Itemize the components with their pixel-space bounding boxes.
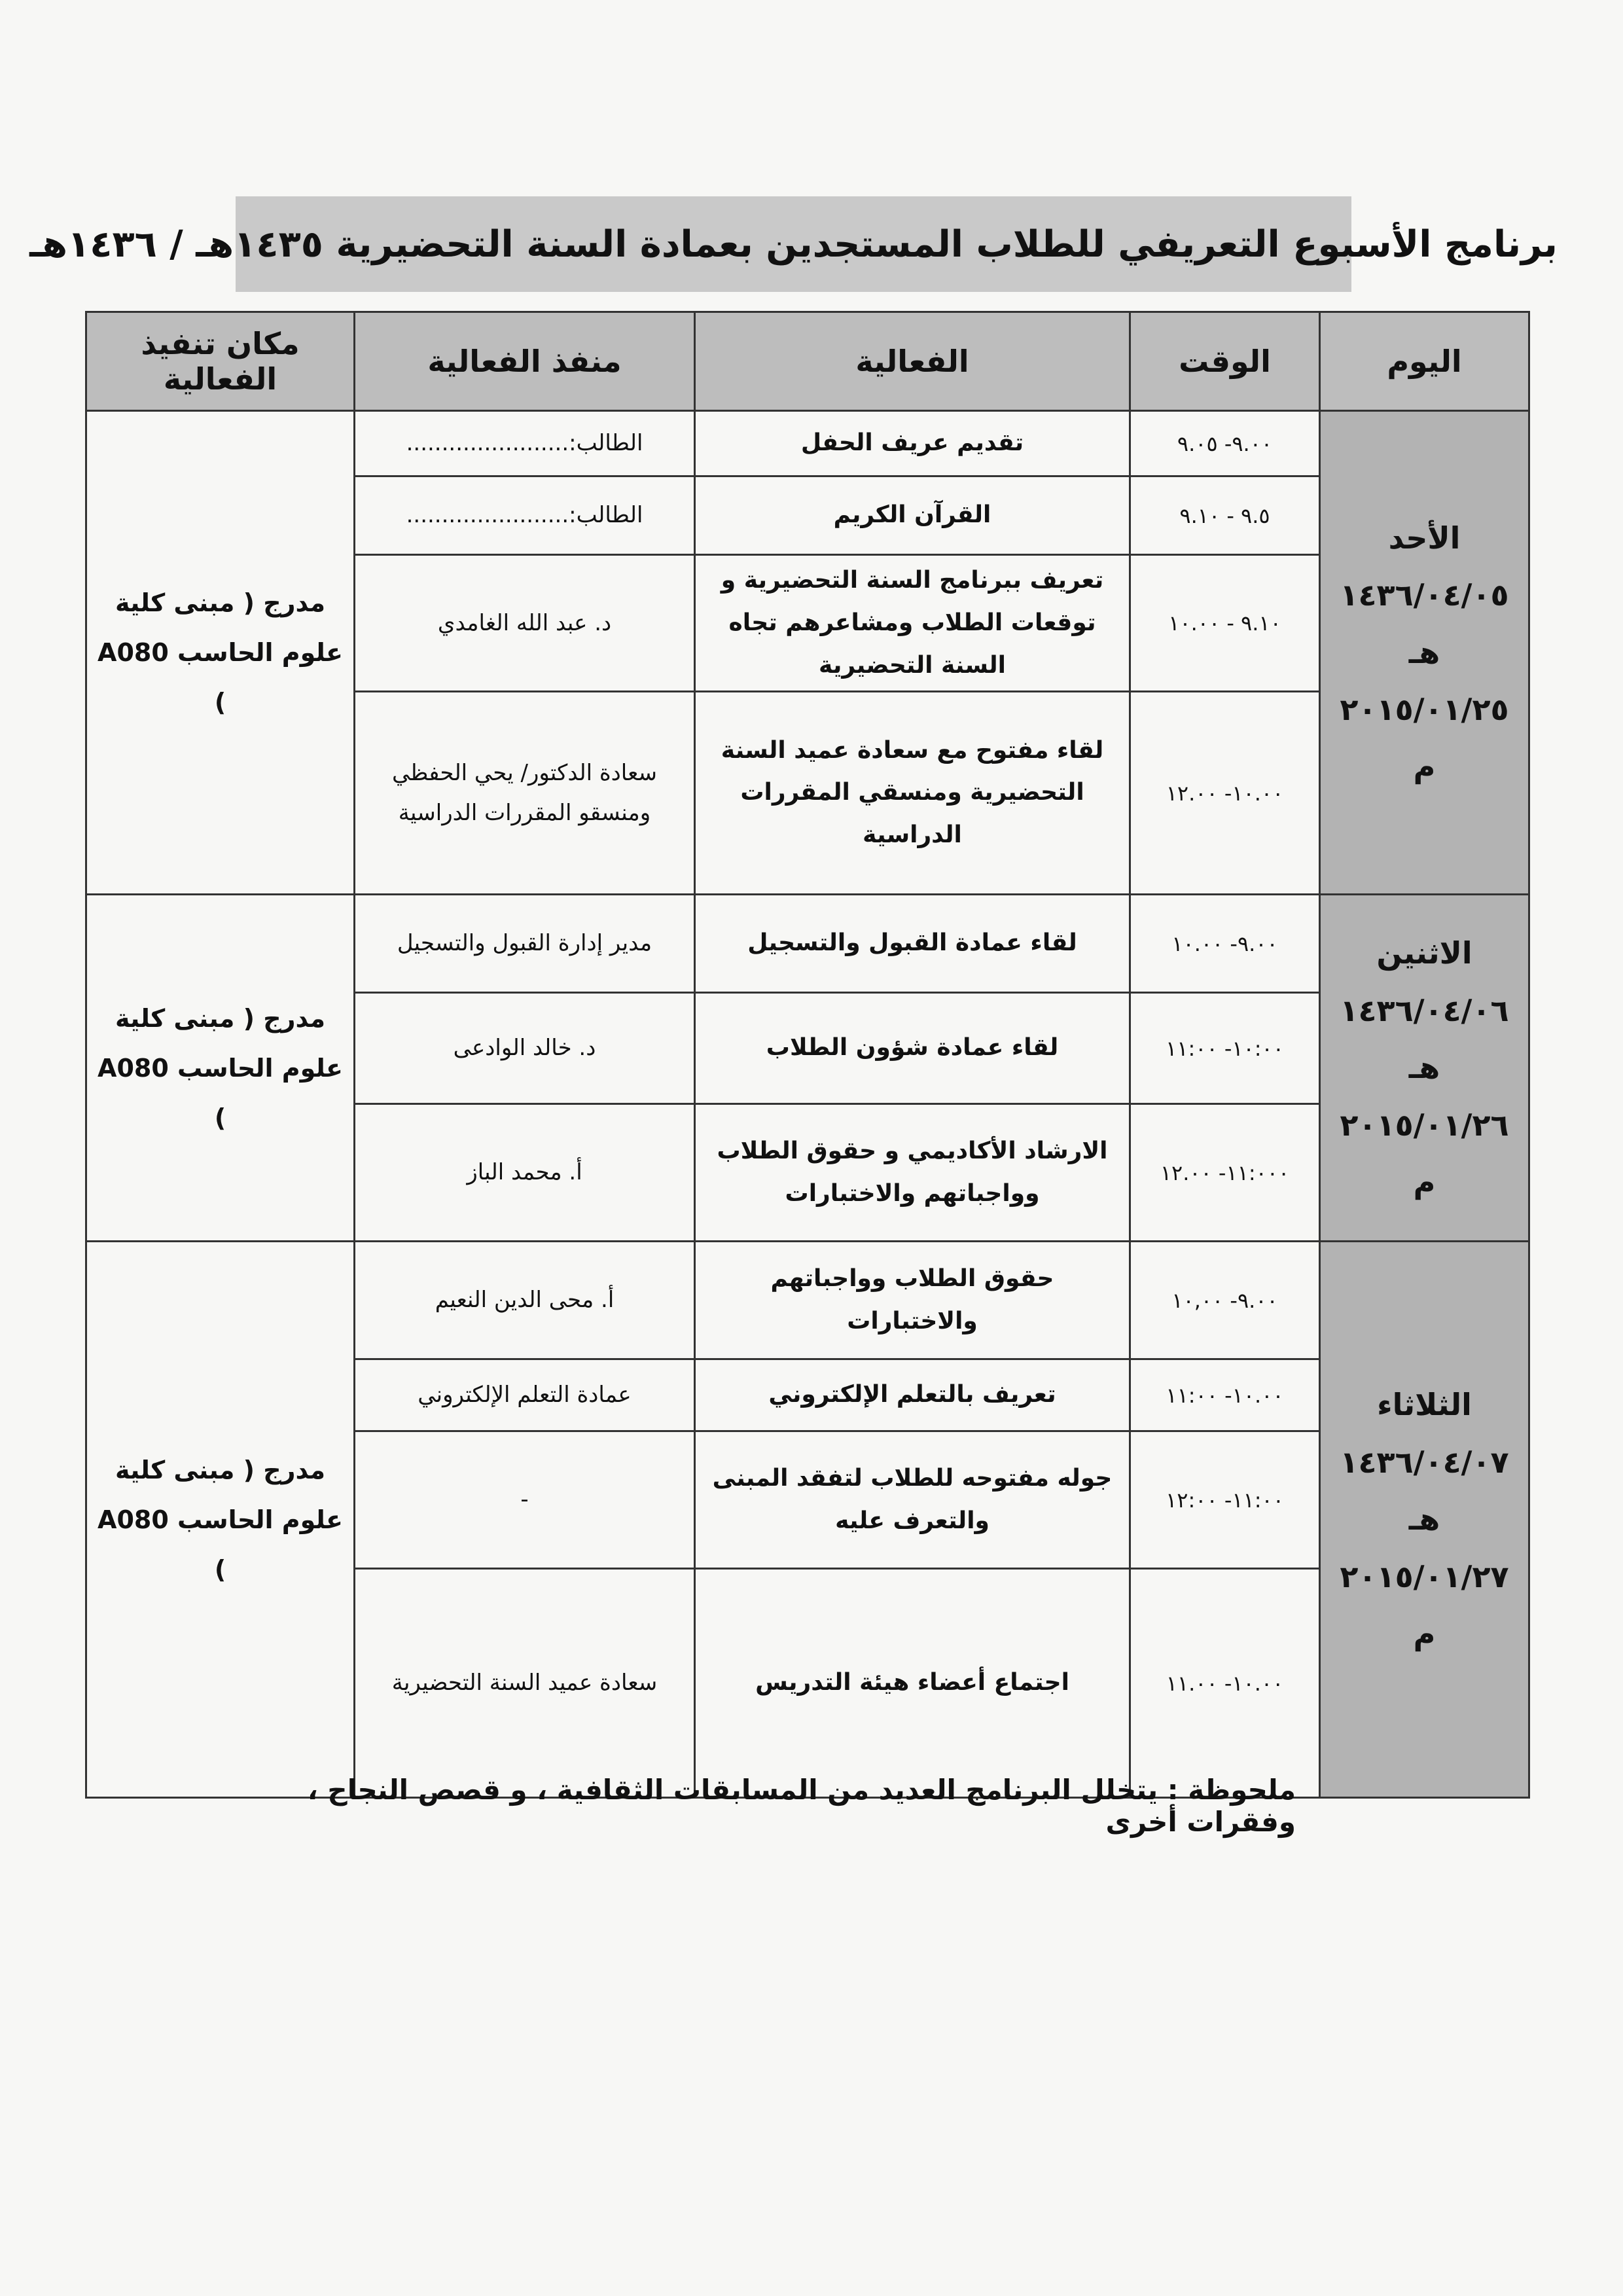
time-cell: ١٠:٠٠- ١١:٠٠ xyxy=(1130,993,1320,1104)
time-cell: ١٠.٠٠- ١١.٠٠ xyxy=(1130,1569,1320,1798)
day-name: الاثنين xyxy=(1376,935,1472,971)
table-row xyxy=(86,1242,1529,1359)
activity-cell: اجتماع أعضاء هيئة التدريس xyxy=(695,1569,1130,1798)
organizer-cell: الطالب:....................... xyxy=(355,411,695,476)
organizer-cell: أ. محمد الباز xyxy=(355,1104,695,1242)
time-cell: ٩.٠٠- ١٠.٠٠ xyxy=(1130,895,1320,993)
table-row xyxy=(86,895,1529,993)
time-cell: ٩.٠٠- ١٠,٠٠ xyxy=(1130,1242,1320,1359)
activity-cell: تقديم عريف الحفل xyxy=(695,411,1130,476)
day-name: الثلاثاء xyxy=(1377,1387,1472,1423)
day-hijri-date: ١٤٣٦/٠٤/٠٥ هـ xyxy=(1340,577,1509,670)
schedule-table xyxy=(85,311,1530,1799)
time-cell: ١١:٠٠٠- ١٢.٠٠ xyxy=(1130,1104,1320,1242)
organizer-cell: الطالب:....................... xyxy=(355,476,695,555)
time-cell: ١٠.٠٠- ١٢.٠٠ xyxy=(1130,692,1320,895)
header-activity: الفعالية xyxy=(695,312,1130,411)
header-organizer: منفذ الفعالية xyxy=(355,312,695,411)
day-gregorian-date: ٢٠١٥/٠١/٢٧ م xyxy=(1340,1558,1509,1651)
time-cell: ٩.٥ - ٩.١٠ xyxy=(1130,476,1320,555)
header-day: اليوم xyxy=(1320,312,1529,411)
time-cell: ٩.١٠ - ١٠.٠٠ xyxy=(1130,555,1320,692)
day-hijri-date: ١٤٣٦/٠٤/٠٦ هـ xyxy=(1340,992,1509,1086)
day-cell-sunday xyxy=(1320,411,1529,895)
day-gregorian-date: ٢٠١٥/٠١/٢٦ م xyxy=(1340,1107,1509,1200)
table-row xyxy=(86,411,1529,476)
organizer-cell: سعادة عميد السنة التحضيرية xyxy=(355,1569,695,1798)
day-name: الأحد xyxy=(1388,520,1461,556)
footnote: ملحوظة : يتخلل البرنامج العديد من المسابقات الثقافية ، و قصص النجاح ، وفقرات أخرى xyxy=(307,1774,1296,1838)
activity-cell: لقاء عمادة القبول والتسجيل xyxy=(695,895,1130,993)
organizer-cell: - xyxy=(355,1431,695,1569)
activity-cell: جوله مفتوحه للطلاب لتفقد المبنى والتعرف عليه xyxy=(695,1431,1130,1569)
organizer-cell: عمادة التعلم الإلكتروني xyxy=(355,1359,695,1431)
header-time: الوقت xyxy=(1130,312,1320,411)
activity-cell: الارشاد الأكاديمي و حقوق الطلاب وواجباتهم والاختبارات xyxy=(695,1104,1130,1242)
venue-cell: مدرج ( مبنى كلية علوم الحاسب A080 ) xyxy=(86,411,355,895)
venue-cell: مدرج ( مبنى كلية علوم الحاسب A080 ) xyxy=(86,1242,355,1798)
activity-cell: حقوق الطلاب وواجباتهم والاختبارات xyxy=(695,1242,1130,1359)
organizer-cell: مدير إدارة القبول والتسجيل xyxy=(355,895,695,993)
time-cell: ٩.٠٠- ٩.٠٥ xyxy=(1130,411,1320,476)
time-cell: ١١:٠٠- ١٢:٠٠ xyxy=(1130,1431,1320,1569)
organizer-cell: سعادة الدكتور/ يحي الحفظي ومنسقو المقررات الدراسية xyxy=(355,692,695,895)
time-cell: ١٠.٠٠- ١١:٠٠ xyxy=(1130,1359,1320,1431)
activity-cell: تعريف بالتعلم الإلكتروني xyxy=(695,1359,1130,1431)
venue-cell: مدرج ( مبنى كلية علوم الحاسب A080 ) xyxy=(86,895,355,1242)
organizer-cell: د. خالد الوادعى xyxy=(355,993,695,1104)
activity-cell: لقاء عمادة شؤون الطلاب xyxy=(695,993,1130,1104)
page-title: برنامج الأسبوع التعريفي للطلاب المستجدين بعمادة السنة التحضيرية ١٤٣٥هـ / ١٤٣٦هـ xyxy=(236,196,1351,292)
day-cell-monday xyxy=(1320,895,1529,1242)
organizer-cell: أ. محى الدين النعيم xyxy=(355,1242,695,1359)
organizer-cell: د. عبد الله الغامدي xyxy=(355,555,695,692)
activity-cell: تعريف ببرنامج السنة التحضيرية و توقعات الطلاب ومشاعرهم تجاه السنة التحضيرية xyxy=(695,555,1130,692)
table-header-row xyxy=(86,312,1529,411)
activity-cell: لقاء مفتوح مع سعادة عميد السنة التحضيرية ومنسقي المقررات الدراسية xyxy=(695,692,1130,895)
day-cell-tuesday xyxy=(1320,1242,1529,1798)
day-hijri-date: ١٤٣٦/٠٤/٠٧ هـ xyxy=(1340,1444,1509,1537)
activity-cell: القرآن الكريم xyxy=(695,476,1130,555)
header-venue: مكان تنفيذ الفعالية xyxy=(86,312,355,411)
day-gregorian-date: ٢٠١٥/٠١/٢٥ م xyxy=(1340,691,1509,785)
